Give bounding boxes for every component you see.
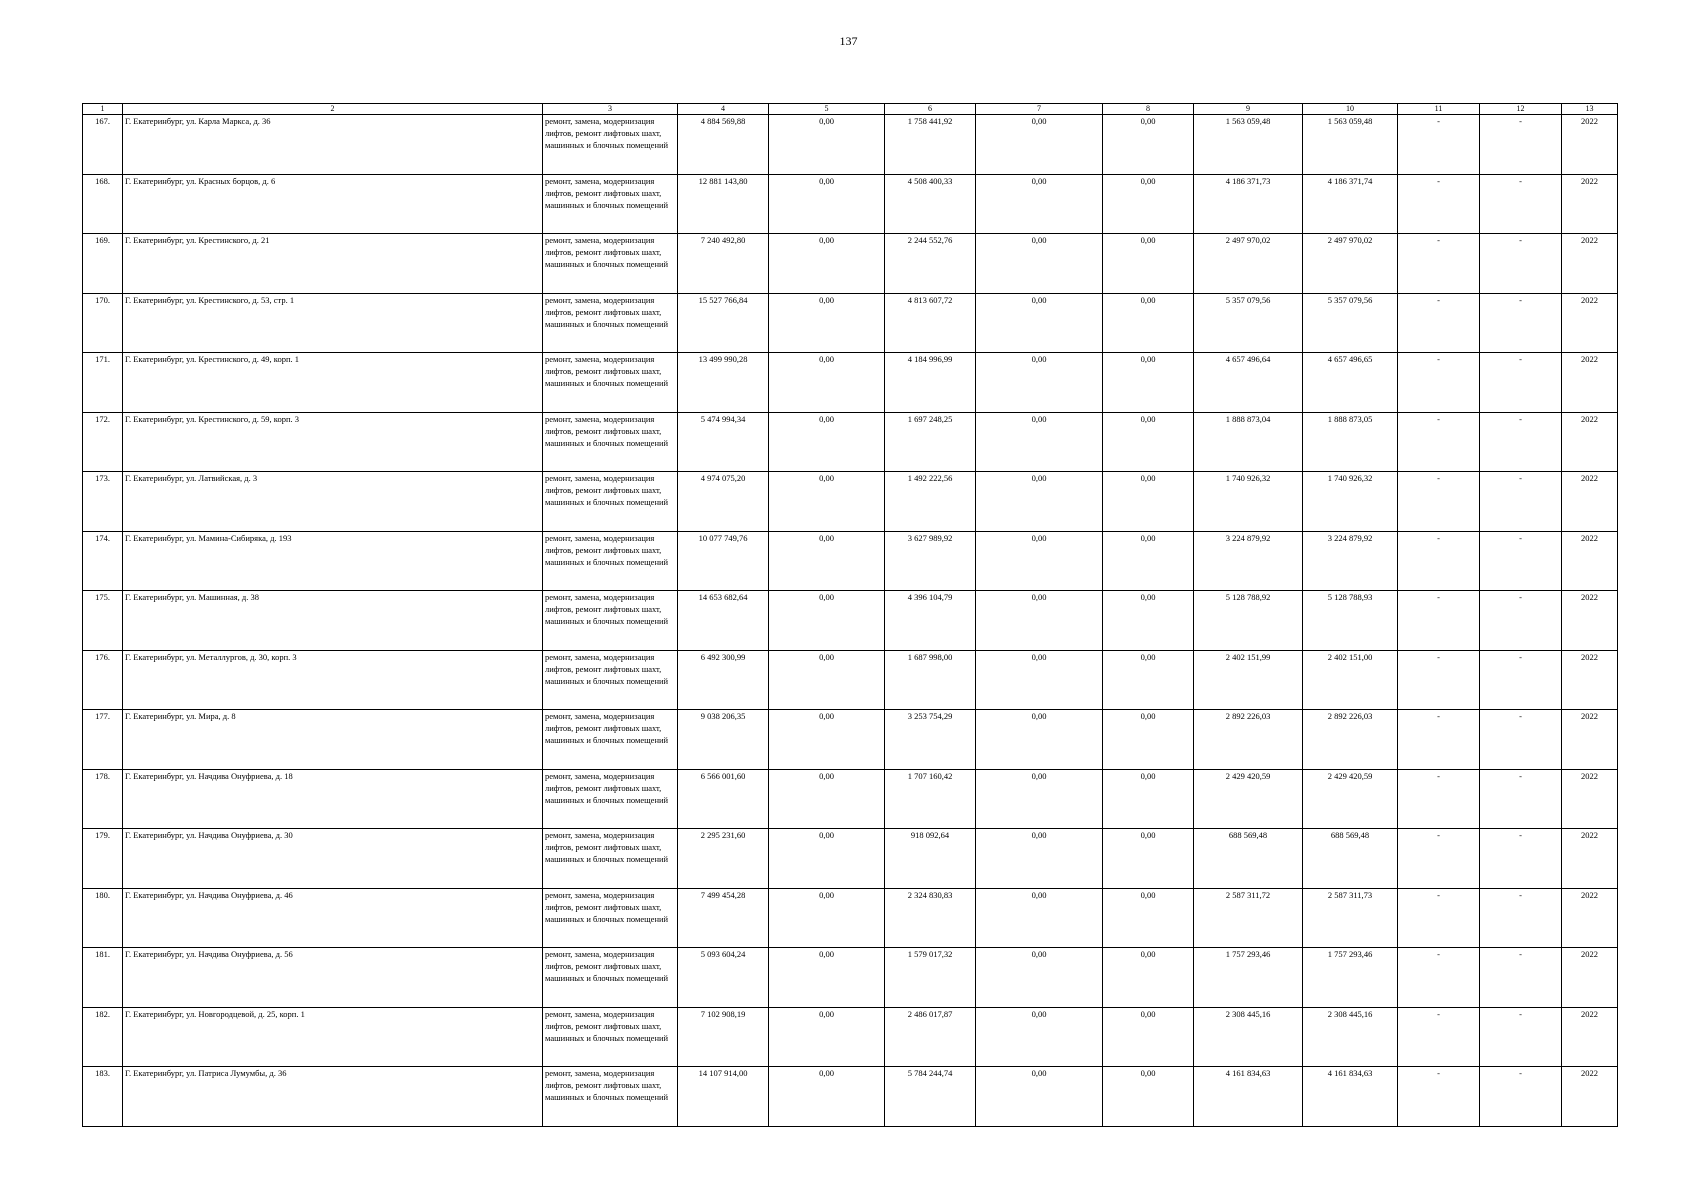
value-cell: 0,00: [976, 115, 1103, 175]
address-cell: Г. Екатеринбург, ул. Крестинского, д. 49, корп. 1: [123, 353, 543, 413]
value-cell: -: [1480, 710, 1562, 770]
address-cell: Г. Екатеринбург, ул. Красных борцов, д. 6: [123, 174, 543, 234]
value-cell: 0,00: [976, 174, 1103, 234]
work-type-cell: ремонт, замена, модернизация лифтов, ремонт лифтовых шахт, машинных и блочных помещений: [543, 829, 678, 889]
work-type-cell: ремонт, замена, модернизация лифтов, ремонт лифтовых шахт, машинных и блочных помещений: [543, 472, 678, 532]
total-cost-cell: 5 474 994,34: [678, 412, 769, 472]
work-type-cell: ремонт, замена, модернизация лифтов, ремонт лифтовых шахт, машинных и блочных помещений: [543, 115, 678, 175]
address-cell: Г. Екатеринбург, ул. Латвийская, д. 3: [123, 472, 543, 532]
address-cell: Г. Екатеринбург, ул. Мамина-Сибиряка, д. 193: [123, 531, 543, 591]
row-number: 170.: [83, 293, 123, 353]
column-header: 9: [1194, 104, 1303, 115]
column-header: 1: [83, 104, 123, 115]
column-header: 2: [123, 104, 543, 115]
value-cell: -: [1480, 650, 1562, 710]
value-cell: 4 184 996,99: [885, 353, 976, 413]
value-cell: 2 497 970,02: [1194, 234, 1303, 294]
value-cell: 0,00: [1103, 769, 1194, 829]
value-cell: 2 429 420,59: [1303, 769, 1398, 829]
value-cell: 0,00: [976, 650, 1103, 710]
value-cell: -: [1398, 769, 1480, 829]
value-cell: -: [1480, 353, 1562, 413]
table-row: [83, 412, 1618, 472]
row-number: 172.: [83, 412, 123, 472]
value-cell: -: [1398, 888, 1480, 948]
value-cell: -: [1398, 115, 1480, 175]
value-cell: 5 128 788,92: [1194, 591, 1303, 651]
table-row: [83, 650, 1618, 710]
value-cell: 2 402 151,00: [1303, 650, 1398, 710]
value-cell: 918 092,64: [885, 829, 976, 889]
address-cell: Г. Екатеринбург, ул. Металлургов, д. 30, корп. 3: [123, 650, 543, 710]
row-number: 167.: [83, 115, 123, 175]
value-cell: -: [1398, 472, 1480, 532]
row-number: 178.: [83, 769, 123, 829]
row-number: 169.: [83, 234, 123, 294]
value-cell: 0,00: [976, 829, 1103, 889]
value-cell: 2 497 970,02: [1303, 234, 1398, 294]
value-cell: 2 324 830,83: [885, 888, 976, 948]
column-header: 11: [1398, 104, 1480, 115]
value-cell: -: [1480, 888, 1562, 948]
value-cell: -: [1398, 412, 1480, 472]
work-type-cell: ремонт, замена, модернизация лифтов, ремонт лифтовых шахт, машинных и блочных помещений: [543, 591, 678, 651]
value-cell: 0,00: [1103, 115, 1194, 175]
value-cell: 4 508 400,33: [885, 174, 976, 234]
row-number: 171.: [83, 353, 123, 413]
value-cell: 1 758 441,92: [885, 115, 976, 175]
column-header: 10: [1303, 104, 1398, 115]
year-cell: 2022: [1562, 174, 1618, 234]
column-header: 5: [769, 104, 885, 115]
work-type-cell: ремонт, замена, модернизация лифтов, ремонт лифтовых шахт, машинных и блочных помещений: [543, 1007, 678, 1067]
value-cell: 1 687 998,00: [885, 650, 976, 710]
value-cell: 0,00: [976, 710, 1103, 770]
total-cost-cell: 10 077 749,76: [678, 531, 769, 591]
work-type-cell: ремонт, замена, модернизация лифтов, ремонт лифтовых шахт, машинных и блочных помещений: [543, 293, 678, 353]
value-cell: -: [1480, 591, 1562, 651]
work-type-cell: ремонт, замена, модернизация лифтов, ремонт лифтовых шахт, машинных и блочных помещений: [543, 531, 678, 591]
total-cost-cell: 7 499 454,28: [678, 888, 769, 948]
table-row: [83, 174, 1618, 234]
year-cell: 2022: [1562, 769, 1618, 829]
value-cell: -: [1480, 1067, 1562, 1127]
total-cost-cell: 14 653 682,64: [678, 591, 769, 651]
value-cell: 0,00: [1103, 353, 1194, 413]
value-cell: -: [1398, 1007, 1480, 1067]
address-cell: Г. Екатеринбург, ул. Крестинского, д. 21: [123, 234, 543, 294]
table-row: [83, 1007, 1618, 1067]
value-cell: 0,00: [1103, 591, 1194, 651]
table-row: [83, 472, 1618, 532]
address-cell: Г. Екатеринбург, ул. Начдива Онуфриева, д. 18: [123, 769, 543, 829]
table-row: [83, 1067, 1618, 1127]
value-cell: 0,00: [769, 650, 885, 710]
row-number: 176.: [83, 650, 123, 710]
address-cell: Г. Екатеринбург, ул. Крестинского, д. 53, стр. 1: [123, 293, 543, 353]
value-cell: 0,00: [769, 472, 885, 532]
value-cell: -: [1480, 948, 1562, 1008]
year-cell: 2022: [1562, 888, 1618, 948]
value-cell: 0,00: [1103, 472, 1194, 532]
value-cell: 4 186 371,73: [1194, 174, 1303, 234]
address-cell: Г. Екатеринбург, ул. Крестинского, д. 59, корп. 3: [123, 412, 543, 472]
value-cell: 1 707 160,42: [885, 769, 976, 829]
total-cost-cell: 4 884 569,88: [678, 115, 769, 175]
row-number: 175.: [83, 591, 123, 651]
year-cell: 2022: [1562, 591, 1618, 651]
value-cell: 4 657 496,65: [1303, 353, 1398, 413]
value-cell: 0,00: [1103, 888, 1194, 948]
year-cell: 2022: [1562, 412, 1618, 472]
value-cell: 2 402 151,99: [1194, 650, 1303, 710]
value-cell: -: [1480, 293, 1562, 353]
year-cell: 2022: [1562, 531, 1618, 591]
value-cell: 0,00: [769, 948, 885, 1008]
value-cell: -: [1398, 174, 1480, 234]
address-cell: Г. Екатеринбург, ул. Карла Маркса, д. 36: [123, 115, 543, 175]
value-cell: 0,00: [769, 115, 885, 175]
value-cell: 1 888 873,04: [1194, 412, 1303, 472]
total-cost-cell: 4 974 075,20: [678, 472, 769, 532]
value-cell: -: [1398, 591, 1480, 651]
value-cell: 0,00: [769, 412, 885, 472]
value-cell: -: [1398, 650, 1480, 710]
work-type-cell: ремонт, замена, модернизация лифтов, ремонт лифтовых шахт, машинных и блочных помещений: [543, 769, 678, 829]
value-cell: -: [1480, 412, 1562, 472]
year-cell: 2022: [1562, 650, 1618, 710]
row-number: 177.: [83, 710, 123, 770]
address-cell: Г. Екатеринбург, ул. Начдива Онуфриева, д. 30: [123, 829, 543, 889]
value-cell: 2 308 445,16: [1303, 1007, 1398, 1067]
value-cell: -: [1398, 234, 1480, 294]
year-cell: 2022: [1562, 948, 1618, 1008]
year-cell: 2022: [1562, 293, 1618, 353]
column-header: 8: [1103, 104, 1194, 115]
year-cell: 2022: [1562, 710, 1618, 770]
value-cell: 0,00: [1103, 1067, 1194, 1127]
table-row: [83, 293, 1618, 353]
work-type-cell: ремонт, замена, модернизация лифтов, ремонт лифтовых шахт, машинных и блочных помещений: [543, 412, 678, 472]
value-cell: 0,00: [1103, 234, 1194, 294]
value-cell: -: [1398, 710, 1480, 770]
value-cell: 0,00: [1103, 650, 1194, 710]
value-cell: 0,00: [769, 591, 885, 651]
value-cell: 2 892 226,03: [1303, 710, 1398, 770]
work-type-cell: ремонт, замена, модернизация лифтов, ремонт лифтовых шахт, машинных и блочных помещений: [543, 650, 678, 710]
value-cell: -: [1398, 353, 1480, 413]
value-cell: 0,00: [769, 174, 885, 234]
column-header: 12: [1480, 104, 1562, 115]
row-number: 174.: [83, 531, 123, 591]
year-cell: 2022: [1562, 472, 1618, 532]
row-number: 181.: [83, 948, 123, 1008]
value-cell: -: [1480, 531, 1562, 591]
value-cell: 0,00: [976, 769, 1103, 829]
address-cell: Г. Екатеринбург, ул. Новгородцевой, д. 25, корп. 1: [123, 1007, 543, 1067]
value-cell: 0,00: [976, 888, 1103, 948]
table-row: [83, 234, 1618, 294]
row-number: 182.: [83, 1007, 123, 1067]
table-row: [83, 353, 1618, 413]
total-cost-cell: 6 566 001,60: [678, 769, 769, 829]
total-cost-cell: 2 295 231,60: [678, 829, 769, 889]
year-cell: 2022: [1562, 1007, 1618, 1067]
value-cell: 0,00: [769, 1007, 885, 1067]
value-cell: -: [1480, 769, 1562, 829]
value-cell: 2 892 226,03: [1194, 710, 1303, 770]
value-cell: 3 627 989,92: [885, 531, 976, 591]
value-cell: 1 697 248,25: [885, 412, 976, 472]
value-cell: 2 486 017,87: [885, 1007, 976, 1067]
value-cell: 0,00: [976, 412, 1103, 472]
value-cell: -: [1398, 829, 1480, 889]
value-cell: 4 161 834,63: [1194, 1067, 1303, 1127]
value-cell: -: [1480, 234, 1562, 294]
value-cell: 0,00: [769, 829, 885, 889]
value-cell: 0,00: [1103, 948, 1194, 1008]
total-cost-cell: 7 102 908,19: [678, 1007, 769, 1067]
column-header: 6: [885, 104, 976, 115]
value-cell: 688 569,48: [1303, 829, 1398, 889]
work-type-cell: ремонт, замена, модернизация лифтов, ремонт лифтовых шахт, машинных и блочных помещений: [543, 888, 678, 948]
value-cell: 1 579 017,32: [885, 948, 976, 1008]
value-cell: -: [1398, 1067, 1480, 1127]
value-cell: 0,00: [976, 531, 1103, 591]
row-number: 168.: [83, 174, 123, 234]
address-cell: Г. Екатеринбург, ул. Начдива Онуфриева, д. 46: [123, 888, 543, 948]
value-cell: 1 757 293,46: [1303, 948, 1398, 1008]
year-cell: 2022: [1562, 234, 1618, 294]
value-cell: 2 429 420,59: [1194, 769, 1303, 829]
value-cell: 0,00: [769, 353, 885, 413]
value-cell: 3 224 879,92: [1303, 531, 1398, 591]
value-cell: 0,00: [1103, 710, 1194, 770]
value-cell: 0,00: [976, 472, 1103, 532]
value-cell: 688 569,48: [1194, 829, 1303, 889]
value-cell: 1 740 926,32: [1303, 472, 1398, 532]
value-cell: 0,00: [1103, 412, 1194, 472]
table-body: [83, 115, 1618, 1127]
value-cell: 4 813 607,72: [885, 293, 976, 353]
year-cell: 2022: [1562, 829, 1618, 889]
value-cell: 0,00: [1103, 829, 1194, 889]
row-number: 179.: [83, 829, 123, 889]
value-cell: 0,00: [769, 234, 885, 294]
value-cell: 0,00: [976, 1067, 1103, 1127]
value-cell: 2 308 445,16: [1194, 1007, 1303, 1067]
value-cell: -: [1480, 829, 1562, 889]
column-header: 4: [678, 104, 769, 115]
row-number: 183.: [83, 1067, 123, 1127]
address-cell: Г. Екатеринбург, ул. Машинная, д. 38: [123, 591, 543, 651]
value-cell: 0,00: [769, 1067, 885, 1127]
row-number: 180.: [83, 888, 123, 948]
total-cost-cell: 14 107 914,00: [678, 1067, 769, 1127]
year-cell: 2022: [1562, 115, 1618, 175]
value-cell: 0,00: [976, 1007, 1103, 1067]
value-cell: 2 587 311,72: [1194, 888, 1303, 948]
value-cell: 1 740 926,32: [1194, 472, 1303, 532]
address-cell: Г. Екатеринбург, ул. Мира, д. 8: [123, 710, 543, 770]
work-type-cell: ремонт, замена, модернизация лифтов, ремонт лифтовых шахт, машинных и блочных помещений: [543, 1067, 678, 1127]
value-cell: 0,00: [976, 948, 1103, 1008]
total-cost-cell: 12 881 143,80: [678, 174, 769, 234]
total-cost-cell: 5 093 604,24: [678, 948, 769, 1008]
value-cell: 4 657 496,64: [1194, 353, 1303, 413]
table-row: [83, 591, 1618, 651]
page-number: 137: [839, 34, 858, 48]
value-cell: 0,00: [976, 234, 1103, 294]
value-cell: 0,00: [769, 531, 885, 591]
value-cell: 0,00: [1103, 1007, 1194, 1067]
value-cell: 1 563 059,48: [1194, 115, 1303, 175]
value-cell: -: [1398, 948, 1480, 1008]
value-cell: 3 224 879,92: [1194, 531, 1303, 591]
table-row: [83, 710, 1618, 770]
work-type-cell: ремонт, замена, модернизация лифтов, ремонт лифтовых шахт, машинных и блочных помещений: [543, 174, 678, 234]
value-cell: 3 253 754,29: [885, 710, 976, 770]
value-cell: 1 888 873,05: [1303, 412, 1398, 472]
value-cell: 5 357 079,56: [1194, 293, 1303, 353]
total-cost-cell: 9 038 206,35: [678, 710, 769, 770]
value-cell: 0,00: [769, 769, 885, 829]
value-cell: 2 587 311,73: [1303, 888, 1398, 948]
value-cell: 0,00: [976, 353, 1103, 413]
address-cell: Г. Екатеринбург, ул. Патриса Лумумбы, д. 36: [123, 1067, 543, 1127]
total-cost-cell: 6 492 300,99: [678, 650, 769, 710]
table-row: [83, 531, 1618, 591]
value-cell: 4 186 371,74: [1303, 174, 1398, 234]
value-cell: -: [1480, 1007, 1562, 1067]
value-cell: 5 784 244,74: [885, 1067, 976, 1127]
value-cell: -: [1398, 293, 1480, 353]
value-cell: 0,00: [1103, 174, 1194, 234]
value-cell: 1 492 222,56: [885, 472, 976, 532]
value-cell: 1 563 059,48: [1303, 115, 1398, 175]
value-cell: 0,00: [1103, 293, 1194, 353]
table-row: [83, 888, 1618, 948]
value-cell: 0,00: [1103, 531, 1194, 591]
value-cell: 1 757 293,46: [1194, 948, 1303, 1008]
value-cell: 0,00: [769, 710, 885, 770]
value-cell: 5 128 788,93: [1303, 591, 1398, 651]
column-header: 3: [543, 104, 678, 115]
value-cell: 0,00: [976, 293, 1103, 353]
value-cell: 5 357 079,56: [1303, 293, 1398, 353]
table-row: [83, 115, 1618, 175]
total-cost-cell: 15 527 766,84: [678, 293, 769, 353]
work-type-cell: ремонт, замена, модернизация лифтов, ремонт лифтовых шахт, машинных и блочных помещений: [543, 234, 678, 294]
total-cost-cell: 13 499 990,28: [678, 353, 769, 413]
table-row: [83, 948, 1618, 1008]
column-header: 7: [976, 104, 1103, 115]
year-cell: 2022: [1562, 1067, 1618, 1127]
column-header: 13: [1562, 104, 1618, 115]
value-cell: 0,00: [976, 591, 1103, 651]
work-type-cell: ремонт, замена, модернизация лифтов, ремонт лифтовых шахт, машинных и блочных помещений: [543, 948, 678, 1008]
value-cell: -: [1480, 115, 1562, 175]
value-cell: -: [1480, 174, 1562, 234]
table-row: [83, 769, 1618, 829]
value-cell: 2 244 552,76: [885, 234, 976, 294]
value-cell: 0,00: [769, 293, 885, 353]
value-cell: -: [1398, 531, 1480, 591]
address-cell: Г. Екатеринбург, ул. Начдива Онуфриева, д. 56: [123, 948, 543, 1008]
table-row: [83, 829, 1618, 889]
header-row: [83, 104, 1618, 115]
row-number: 173.: [83, 472, 123, 532]
year-cell: 2022: [1562, 353, 1618, 413]
work-type-cell: ремонт, замена, модернизация лифтов, ремонт лифтовых шахт, машинных и блочных помещений: [543, 710, 678, 770]
value-cell: -: [1480, 472, 1562, 532]
value-cell: 4 161 834,63: [1303, 1067, 1398, 1127]
total-cost-cell: 7 240 492,80: [678, 234, 769, 294]
work-type-cell: ремонт, замена, модернизация лифтов, ремонт лифтовых шахт, машинных и блочных помещений: [543, 353, 678, 413]
value-cell: 4 396 104,79: [885, 591, 976, 651]
value-cell: 0,00: [769, 888, 885, 948]
registry-table: [82, 103, 1618, 1127]
